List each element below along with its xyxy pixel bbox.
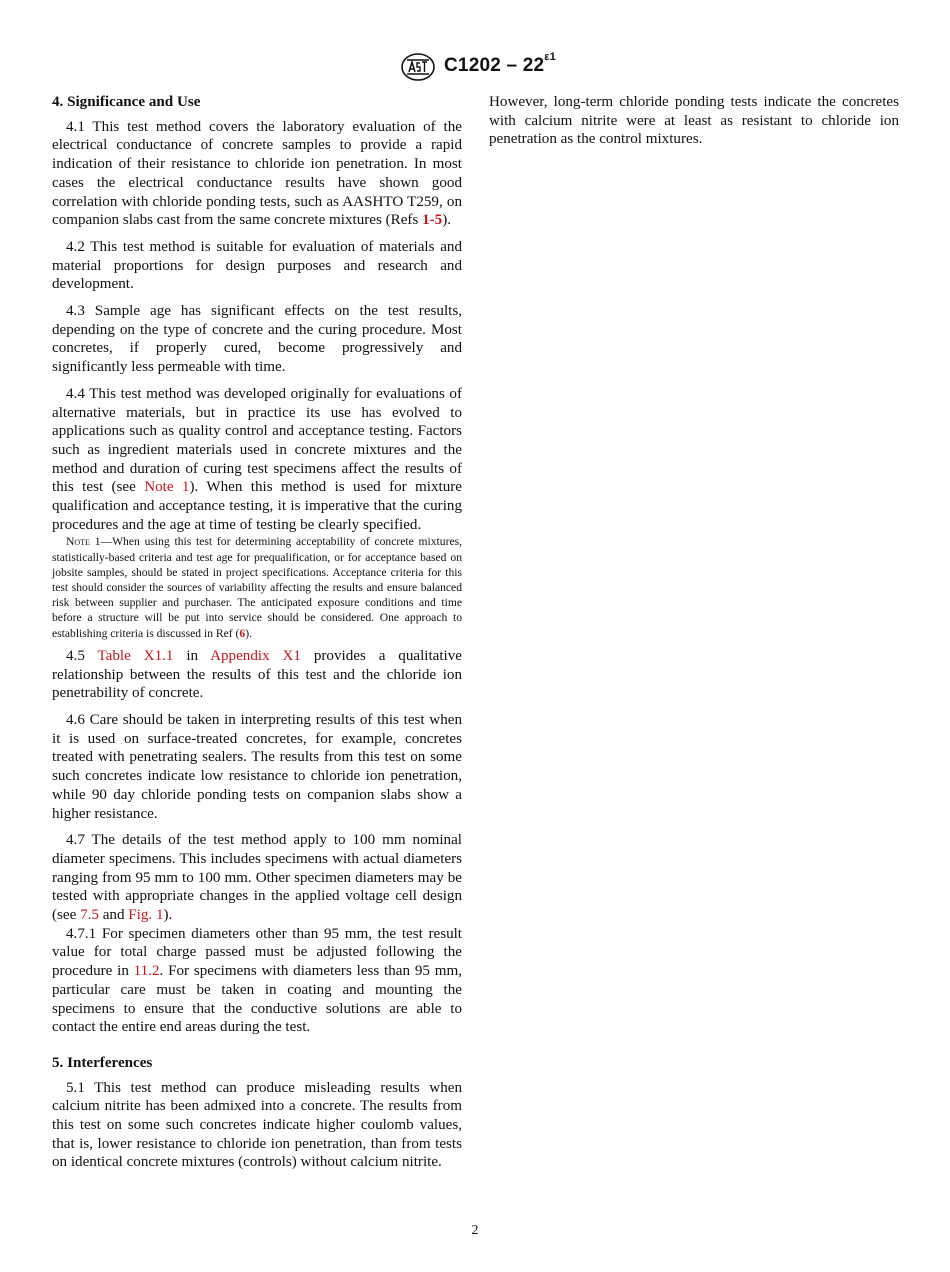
right-column xyxy=(489,93,899,149)
para-4-7: 4.7 The details of the test method apply to 100 mm nominal diameter specimens. This includes specimens with actual diameters ranging from 95 mm to 100 mm. Other specimen diameters may be tested with appropriate changes in the applied voltage cell design (see 7.5 and Fig. 1). xyxy=(52,832,462,924)
note-1: Note 1—When using this test for determining acceptability of concrete mixtures, statistically-based criteria and test age for prequalification, or for acceptance based on jobsite samples, should be stated in project specifications. Acceptance criteria for this test should consider the sources of variability affecting the results and ensure balanced risk between supplier and purchaser. The anticipated exposure conditions and time before a structure will be put into service should be considered. One approach to establishing criteria is discussed in Ref (6). xyxy=(52,535,462,640)
left-column xyxy=(52,93,462,1172)
para-4-5: 4.5 Table X1.1 in Appendix X1 provides a qualitative relationship between the results of this test and the chloride ion penetrability of concrete. xyxy=(52,647,462,702)
document-id-superscript: ε1 xyxy=(544,51,556,63)
astm-logo-icon xyxy=(400,52,436,82)
para-4-7-1: 4.7.1 For specimen diameters other than 95 mm, the test result value for total charge passed must be adjusted following the procedure in 11.2. For specimens with diameters less than 95 mm, particular care must be taken in coating and mounting the specimens to ensure that the conductive solutions are able to contact the entire end areas during the test. xyxy=(52,925,462,1036)
refs-1-5-link[interactable]: 1-5 xyxy=(422,212,443,229)
note-1-link[interactable]: Note 1 xyxy=(144,479,190,496)
ref-6-link[interactable]: 6 xyxy=(239,626,246,640)
para-5-1-continued: However, long-term chloride ponding tests indicate the concretes with calcium nitrite were at least as resistant to chloride ion penetration as the control mixtures. xyxy=(489,94,899,148)
section-5-heading: 5. Interferences xyxy=(52,1054,153,1071)
fig-1-link[interactable]: Fig. 1 xyxy=(128,907,164,924)
para-5-1: 5.1 This test method can produce misleading results when calcium nitrite has been admixed into a concrete. The results from this test on some such concretes indicate higher coulomb values, that is, lower resistance to chloride ion penetration, than from tests on identical concrete mixtures (controls) without calcium nitrite. xyxy=(52,1079,462,1171)
para-4-2: 4.2 This test method is suitable for evaluation of materials and material proportions for design purposes and research and development. xyxy=(52,238,462,293)
appendix-x1-link[interactable]: Appendix X1 xyxy=(210,647,301,664)
section-11-2-link[interactable]: 11.2 xyxy=(133,963,160,980)
para-4-6: 4.6 Care should be taken in interpreting results of this test when it is used on surface-treated concretes, for example, concretes treated with penetrating sealers. The results from this test on some such concretes indicate low resistance to chloride ion penetration, while 90 day chloride ponding tests on companion slabs show a higher resistance. xyxy=(52,712,462,822)
section-7-5-link[interactable]: 7.5 xyxy=(80,907,99,924)
table-x1-1-link[interactable]: Table X1.1 xyxy=(97,647,174,664)
para-4-3: 4.3 Sample age has significant effects on the test results, depending on the type of concrete and the curing procedure. Most concretes, if properly cured, become progressively and significantly less permeable with time. xyxy=(52,303,462,376)
document-id: $C1202 - 22^{\varepsilon 1}$ xyxy=(444,51,556,76)
page-number: 2 xyxy=(471,1223,479,1238)
section-4-heading: 4. Significance and Use xyxy=(52,94,201,110)
para-4-4: 4.4 This test method was developed originally for evaluations of alternative materials, but in practice its use has evolved to applications such as quality control and acceptance testing. Factors such as ingredient materials used in concrete mixtures and the method and duration of curing test specimens affect the results of this test (see Note 1). When this method is used for mixture qualification and acceptance testing, it is imperative that the curing procedures and the age at time of testing be clearly specified. xyxy=(52,385,462,533)
para-4-1: 4.1 This test method covers the laboratory evaluation of the electrical conductance of concrete samples to provide a rapid indication of their resistance to chloride ion penetration. In most cases the electrical conductance results have shown good correlation with chloride ponding tests, such as AASHTO T259, on companion slabs cast from the same concrete mixtures (Refs 1-5). xyxy=(52,118,462,229)
